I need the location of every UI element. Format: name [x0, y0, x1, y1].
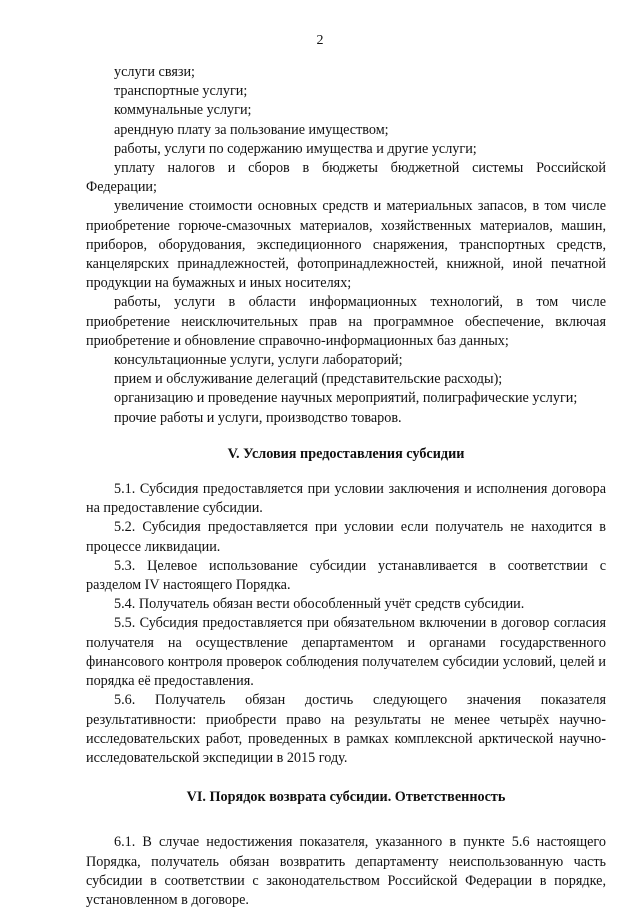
clause-5-4: 5.4. Получатель обязан вести обособленный учёт средств субсидии. — [114, 596, 525, 613]
list-item: транспортные услуги; — [114, 83, 248, 100]
section-v-heading: V. Условия предоставления субсидии — [227, 445, 465, 462]
list-item: работы, услуги по содержанию имущества и другие услуги; — [114, 140, 477, 157]
document-body — [86, 63, 606, 910]
section-vi-body — [86, 833, 606, 910]
list-item: уплату налогов и сборов в бюджеты бюджетной системы Российской Федерации; — [86, 160, 606, 196]
clause-6-1: 6.1. В случае недостижения показателя, указанного в пункте 5.6 настоящего Порядка, получатель обязан возвратить департаменту неиспользованную часть субсидии в соответствии с законодательством Российской Федерации в порядке, установленном в договоре. — [86, 834, 606, 908]
list-item: прием и обслуживание делегаций (представительские расходы); — [114, 371, 503, 388]
list-item: арендную плату за пользование имуществом; — [114, 121, 389, 138]
list-item: прочие работы и услуги, производство товаров. — [114, 409, 402, 426]
list-item: увеличение стоимости основных средств и материальных запасов, в том числе приобретение горюче-смазочных материалов, хозяйственных материалов, машин, приборов, оборудования, экспедиционного снаряжения, транспортных средств, канцелярских принадлежностей, фотопринадлежностей, книжной, иной печатной продукции на бумажных и иных носителях; — [86, 198, 606, 292]
page-number: 2 — [316, 33, 324, 48]
clause-5-5: 5.5. Субсидия предоставляется при обязательном включении в договор согласия получателя на осуществление департаментом и органами государственного финансового контроля проверок соблюдения получателем субсидии условий, целей и порядка её предоставления. — [86, 615, 606, 690]
list-item: работы, услуги в области информационных технологий, в том числе приобретение неисключительных прав на программное обеспечение, включая приобретение и обновление справочно-информационных баз данных; — [86, 294, 606, 349]
clause-5-6: 5.6. Получатель обязан достичь следующего значения показателя результативности: приобрести право на результаты не менее четырёх научно-исследовательских работ, проведенных в рамках комплексной арктической научно-исследовательской экспедиции в 2015 году. — [86, 692, 606, 766]
clause-5-1: 5.1. Субсидия предоставляется при условии заключения и исполнения договора на предоставление субсидии. — [86, 481, 606, 517]
list-item: услуги связи; — [114, 64, 195, 80]
clause-5-2: 5.2. Субсидия предоставляется при условии если получатель не находится в процессе ликвидации. — [86, 519, 606, 555]
clause-5-3: 5.3. Целевое использование субсидии устанавливается в соответствии с разделом IV настоящего Порядка. — [86, 557, 606, 594]
section-vi-heading: VI. Порядок возврата субсидии. Ответственность — [186, 789, 506, 806]
list-item: организацию и проведение научных мероприятий, полиграфические услуги; — [114, 390, 578, 407]
list-item: коммунальные услуги; — [114, 102, 252, 119]
section-v-body — [86, 480, 606, 768]
expense-list — [86, 63, 606, 428]
list-item: консультационные услуги, услуги лабораторий; — [114, 352, 403, 369]
